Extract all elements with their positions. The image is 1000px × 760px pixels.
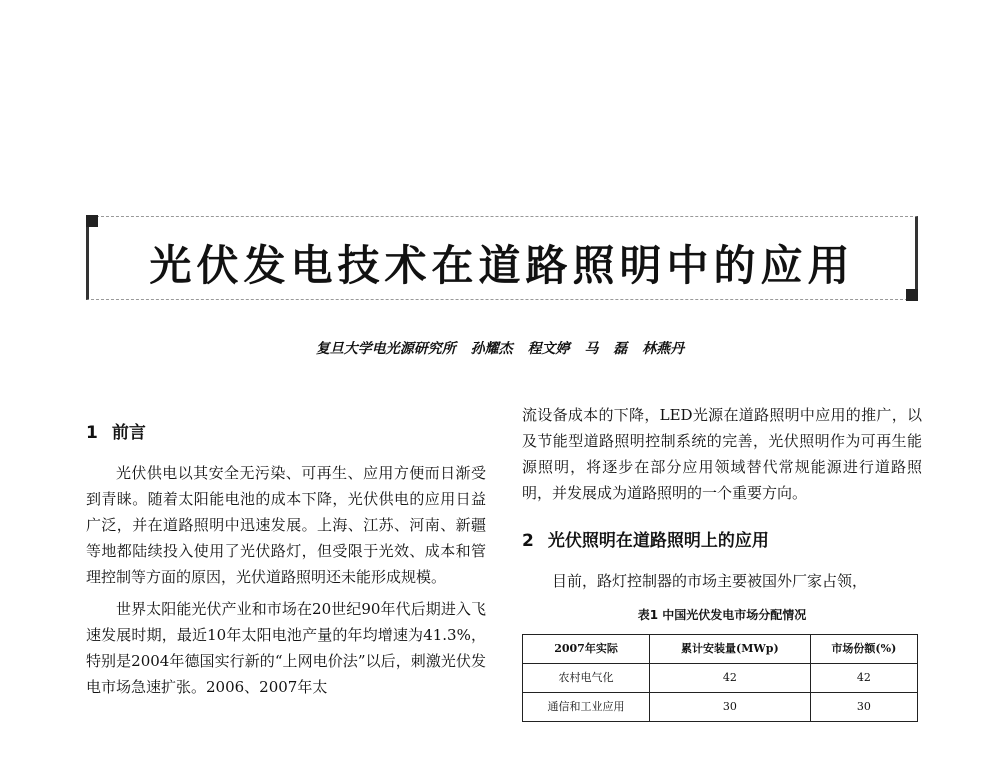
table-cell: 30: [810, 693, 917, 722]
table-caption: 表1 中国光伏发电市场分配情况: [637, 608, 807, 622]
table-row: [523, 664, 918, 693]
paragraph: 目前，路灯控制器的市场主要被国外厂家占领，: [552, 572, 868, 590]
section-title: 光伏照明在道路照明上的应用: [547, 531, 769, 551]
title-frame: [86, 216, 918, 300]
table-cell: 42: [810, 664, 917, 693]
paragraph: 世界太阳能光伏产业和市场在20世纪90年代后期进入飞速发展时期，最近10年太阳电池产量的年均增速为41.3%，特别是2004年德国实行新的“上网电价法”以后，刺激光伏发电市场急速扩张。2006、2007年太: [86, 600, 486, 696]
right-column: [522, 402, 922, 722]
table-row: [523, 693, 918, 722]
left-column: [86, 412, 486, 700]
table-header-row: [523, 635, 918, 664]
section-heading-2: [522, 528, 922, 554]
section-number: 2: [522, 531, 534, 551]
table-header-cell: 累计安装量(MWp): [650, 635, 811, 664]
section-heading-1: [86, 420, 486, 446]
author-line: 复旦大学电光源研究所 孙耀杰 程文婷 马 磊 林燕丹: [315, 341, 685, 357]
table-cell: 农村电气化: [523, 664, 650, 693]
table-header-cell: 市场份额(%): [810, 635, 917, 664]
section-number: 1: [86, 423, 98, 443]
article-title: 光伏发电技术在道路照明中的应用: [149, 241, 855, 290]
table-cell: 30: [650, 693, 811, 722]
paragraph: 光伏供电以其安全无污染、可再生、应用方便而日渐受到青睐。随着太阳能电池的成本下降，光伏供电的应用日益广泛，并在道路照明中迅速发展。上海、江苏、河南、新疆等地都陆续投入使用了光伏路灯，但受限于光效、成本和管理控制等方面的原因，光伏道路照明还未能形成规模。: [86, 464, 486, 586]
table-cell: 42: [650, 664, 811, 693]
paragraph-continuation: 流设备成本的下降，LED光源在道路照明中应用的推广，以及节能型道路照明控制系统的完善，光伏照明作为可再生能源照明，将逐步在部分应用领域替代常规能源进行道路照明，并发展成为道路照明的一个重要方向。: [522, 406, 922, 502]
table-header-cell: 2007年实际: [523, 635, 650, 664]
frame-corner-mark: [86, 215, 98, 227]
table-cell: 通信和工业应用: [523, 693, 650, 722]
section-title: 前言: [111, 423, 146, 443]
market-table: [522, 634, 918, 722]
